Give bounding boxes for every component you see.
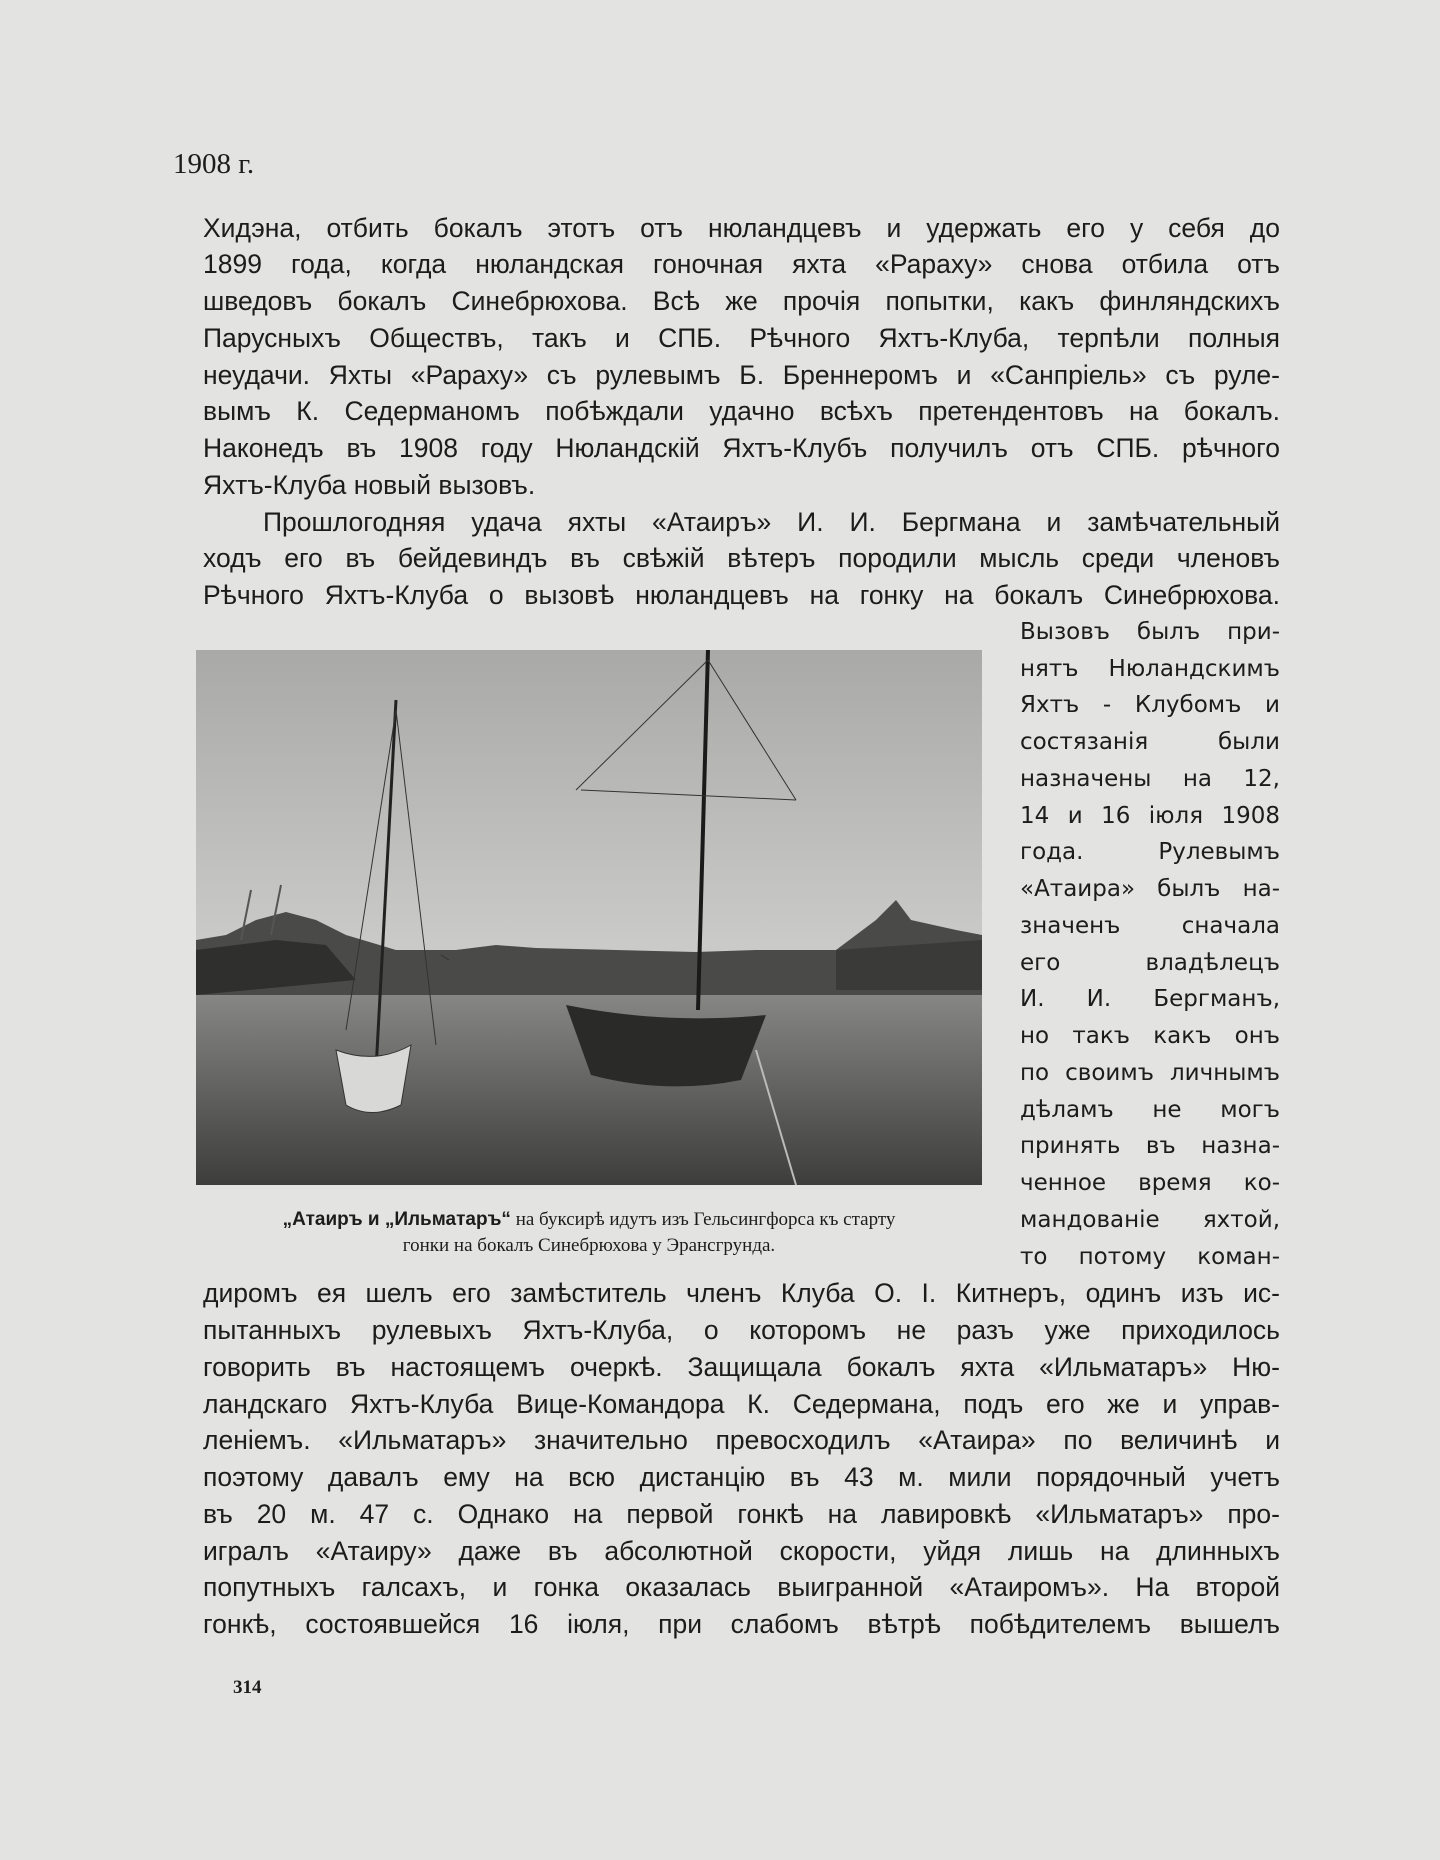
- column-line: его владѣлецъ: [1020, 949, 1280, 976]
- text-line: Парусныхъ Обществъ, такъ и СПБ. Рѣчного Яхтъ-Клуба, терпѣли полныя: [203, 322, 1280, 353]
- text-line: диромъ ея шелъ его замѣститель членъ Клуба О. І. Китнеръ, одинъ изъ ис-: [203, 1278, 1280, 1309]
- text-line: гонкѣ, состоявшейся 16 іюля, при слабомъ вѣтрѣ побѣдителемъ вышелъ: [203, 1609, 1280, 1640]
- text-line: поэтому давалъ ему на всю дистанцію въ 43 м. мили порядочный учетъ: [203, 1462, 1280, 1493]
- text-line: говорить въ настоящемъ очеркѣ. Защищала бокалъ яхта «Ильматаръ» Ню-: [203, 1351, 1280, 1382]
- yacht-photograph: [196, 650, 982, 1185]
- column-line: ченное время ко-: [1020, 1170, 1280, 1197]
- photo-caption: [196, 1207, 982, 1233]
- column-line: но такъ какъ онъ: [1020, 1023, 1280, 1050]
- column-line: дѣламъ не могъ: [1020, 1096, 1280, 1123]
- column-line: «Атаира» былъ на-: [1020, 876, 1280, 903]
- column-line: по своимъ личнымъ: [1020, 1059, 1280, 1086]
- text-line: ходъ его въ бейдевиндъ въ свѣжій вѣтеръ породили мысль среди членовъ: [203, 543, 1280, 574]
- column-line: то потому коман-: [1020, 1243, 1280, 1270]
- text-line: Яхтъ-Клуба новый вызовъ.: [203, 469, 536, 500]
- column-line: значенъ сначала: [1020, 912, 1280, 939]
- column-line: И. И. Бергманъ,: [1020, 986, 1280, 1013]
- text-line: попутныхъ галсахъ, и гонка оказалась выигранной «Атаиромъ». На второй: [203, 1572, 1280, 1603]
- text-line: ландскаго Яхтъ-Клуба Вице-Командора К. Седермана, подъ его же и управ-: [203, 1388, 1280, 1419]
- caption-text: на буксирѣ идутъ изъ Гельсингфорса къ старту: [510, 1209, 896, 1230]
- column-line: Вызовъ былъ при-: [1020, 618, 1280, 645]
- text-line: Рѣчного Яхтъ-Клуба о вызовѣ нюландцевъ на гонку на бокалъ Синебрюхова.: [203, 580, 1280, 611]
- page-number: 314: [233, 1677, 262, 1698]
- column-line: назначены на 12,: [1020, 765, 1280, 792]
- column-line: года. Рулевымъ: [1020, 839, 1280, 866]
- text-line: игралъ «Атаиру» даже въ абсолютной скорости, уйдя лишь на длинныхъ: [203, 1535, 1280, 1566]
- text-line: 1899 года, когда нюландская гоночная яхта «Рараху» снова отбила отъ: [203, 249, 1280, 280]
- column-line: нятъ Нюландскимъ: [1020, 655, 1280, 682]
- text-line: неудачи. Яхты «Рараху» съ рулевымъ Б. Бреннеромъ и «Санпріель» съ руле-: [203, 359, 1280, 390]
- text-line: пытанныхъ рулевыхъ Яхтъ-Клуба, о которомъ не разъ уже приходилось: [203, 1315, 1280, 1346]
- running-header-year: 1908 г.: [173, 148, 255, 180]
- photo-caption-line2: гонки на бокалъ Синебрюхова у Эрансгрунда.: [402, 1235, 776, 1256]
- column-line: состязанія были: [1020, 729, 1280, 756]
- text-line: вымъ К. Седерманомъ побѣждали удачно всѣхъ претендентовъ на бокалъ.: [203, 396, 1280, 427]
- text-line: Хидэна, отбить бокалъ этотъ отъ нюландцевъ и удержать его у себя до: [203, 212, 1280, 243]
- column-line: принять въ назна-: [1020, 1133, 1280, 1160]
- text-line: Прошлогодняя удача яхты «Атаиръ» И. И. Бергмана и замѣчательный: [263, 506, 1280, 537]
- text-line: леніемъ. «Ильматаръ» значительно превосходилъ «Атаира» по величинѣ и: [203, 1425, 1280, 1456]
- text-line: Наконедъ въ 1908 году Нюландскій Яхтъ-Клубъ получилъ отъ СПБ. рѣчного: [203, 433, 1280, 464]
- text-line: шведовъ бокалъ Синебрюхова. Всѣ же прочія попытки, какъ финляндскихъ: [203, 286, 1280, 317]
- caption-yacht-names: „Атаиръ и „Ильматаръ“: [282, 1209, 511, 1230]
- column-line: 14 и 16 іюля 1908: [1020, 802, 1280, 829]
- text-line: въ 20 м. 47 с. Однако на первой гонкѣ на лавировкѣ «Ильматаръ» про-: [203, 1498, 1280, 1529]
- column-line: Яхтъ - Клубомъ и: [1020, 692, 1280, 719]
- column-line: мандованіе яхтой,: [1020, 1206, 1280, 1233]
